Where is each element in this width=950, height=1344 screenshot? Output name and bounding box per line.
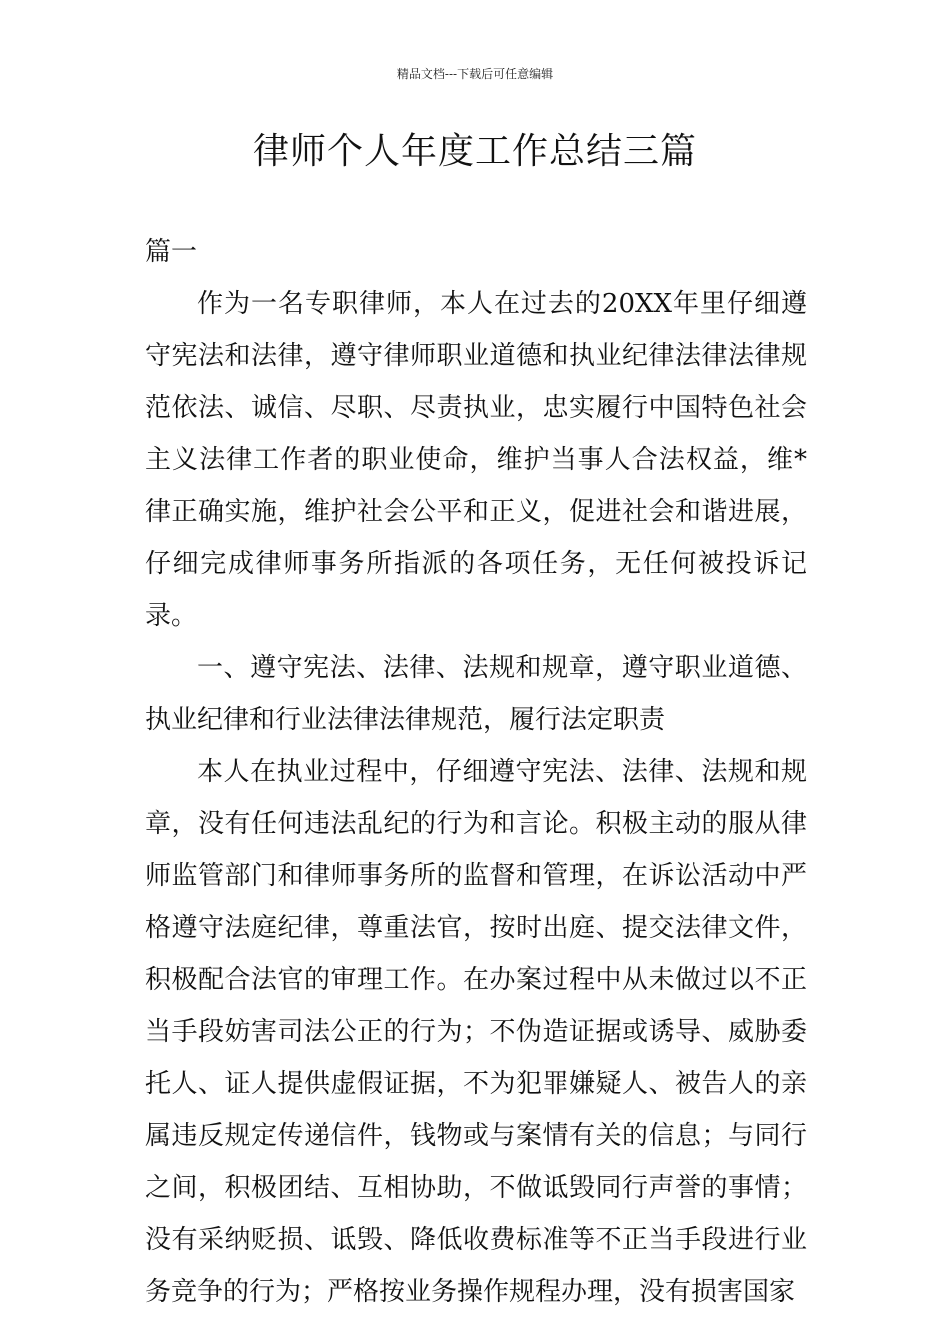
paragraph-intro: 作为一名专职律师，本人在过去的20XX年里仔细遵守宪法和法律，遵守律师职业道德和执业纪律法律法律规范依法、诚信、尽职、尽责执业，忠实履行中国特色社会主义法律工作者的职业使命，维护当事人合法权益，维*律正确实施，维护社会公平和正义，促进社会和谐进展，仔细完成律师事务所指派的各项任务，无任何被投诉记录。 bbox=[145, 289, 807, 631]
section-label: 篇一 bbox=[145, 237, 198, 267]
page-header: 精品文档---下载后可任意编辑 bbox=[396, 67, 554, 81]
document-title: 律师个人年度工作总结三篇 bbox=[252, 131, 697, 172]
paragraph-heading-one: 一、遵守宪法、法律、法规和规章，遵守职业道德、执业纪律和行业法律法律规范，履行法定职责 bbox=[145, 653, 807, 735]
paragraph-compliance: 本人在执业过程中，仔细遵守宪法、法律、法规和规章，没有任何违法乱纪的行为和言论。积极主动的服从律师监管部门和律师事务所的监督和管理，在诉讼活动中严格遵守法庭纪律，尊重法官，按时出庭、提交法律文件，积极配合法官的审理工作。在办案过程中从未做过以不正当手段妨害司法公正的行为；不伪造证据或诱导、威胁委托人、证人提供虚假证据，不为犯罪嫌疑人、被告人的亲属违反规定传递信件，钱物或与案情有关的信息；与同行之间，积极团结、互相协助，不做诋毁同行声誉的事情；没有采纳贬损、诋毁、降低收费标准等不正当手段进行业务竞争的行为；严格按业务操作规程办理，没有损害国家 bbox=[145, 757, 807, 1307]
document-body bbox=[145, 226, 807, 1318]
